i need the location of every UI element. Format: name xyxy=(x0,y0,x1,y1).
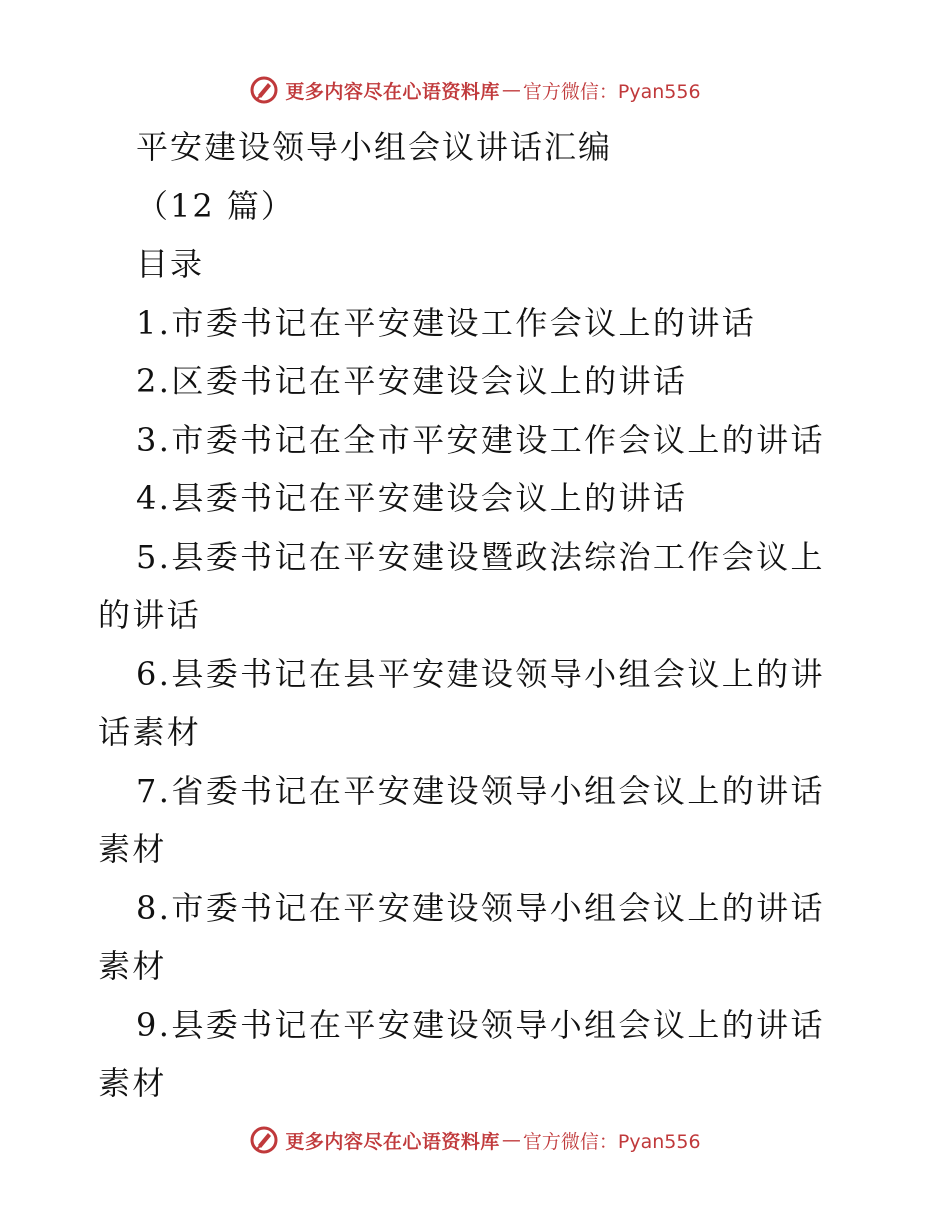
brand-logo-icon xyxy=(249,1125,279,1155)
banner-separator: — xyxy=(501,79,521,101)
document-count: （12 篇） xyxy=(136,186,295,225)
brand-logo-icon xyxy=(249,75,279,105)
toc-list xyxy=(98,294,850,1113)
footer-watermark-banner xyxy=(0,1120,950,1160)
toc-heading: 目录 xyxy=(136,245,205,283)
document-title: 平安建设领导小组会议讲话汇编 xyxy=(136,128,613,166)
header-watermark-banner xyxy=(0,70,950,110)
toc-item[interactable]: 8.市委书记在平安建设领导小组会议上的讲话素材 xyxy=(98,888,825,985)
banner-wechat-text: 官方微信：Pyan556 xyxy=(522,80,701,103)
toc-item[interactable]: 7.省委书记在平安建设领导小组会议上的讲话素材 xyxy=(98,771,825,868)
toc-item[interactable]: 9.县委书记在平安建设领导小组会议上的讲话素材 xyxy=(98,1005,825,1102)
toc-item[interactable]: 4.县委书记在平安建设会议上的讲话 xyxy=(136,479,688,517)
banner-separator: — xyxy=(501,1129,521,1151)
banner-wechat-text: 官方微信：Pyan556 xyxy=(522,1130,701,1153)
toc-item[interactable]: 3.市委书记在全市平安建设工作会议上的讲话 xyxy=(136,420,825,459)
toc-item[interactable]: 6.县委书记在县平安建设领导小组会议上的讲话素材 xyxy=(98,654,825,751)
toc-item[interactable]: 5.县委书记在平安建设暨政法综治工作会议上的讲话 xyxy=(98,537,825,634)
banner-brand-text: 更多内容尽在心语资料库 xyxy=(285,80,500,103)
toc-item[interactable]: 2.区委书记在平安建设会议上的讲话 xyxy=(136,362,688,400)
document-body xyxy=(98,118,850,1113)
banner-brand-text: 更多内容尽在心语资料库 xyxy=(285,1130,500,1153)
toc-item[interactable]: 1.市委书记在平安建设工作会议上的讲话 xyxy=(136,303,757,342)
